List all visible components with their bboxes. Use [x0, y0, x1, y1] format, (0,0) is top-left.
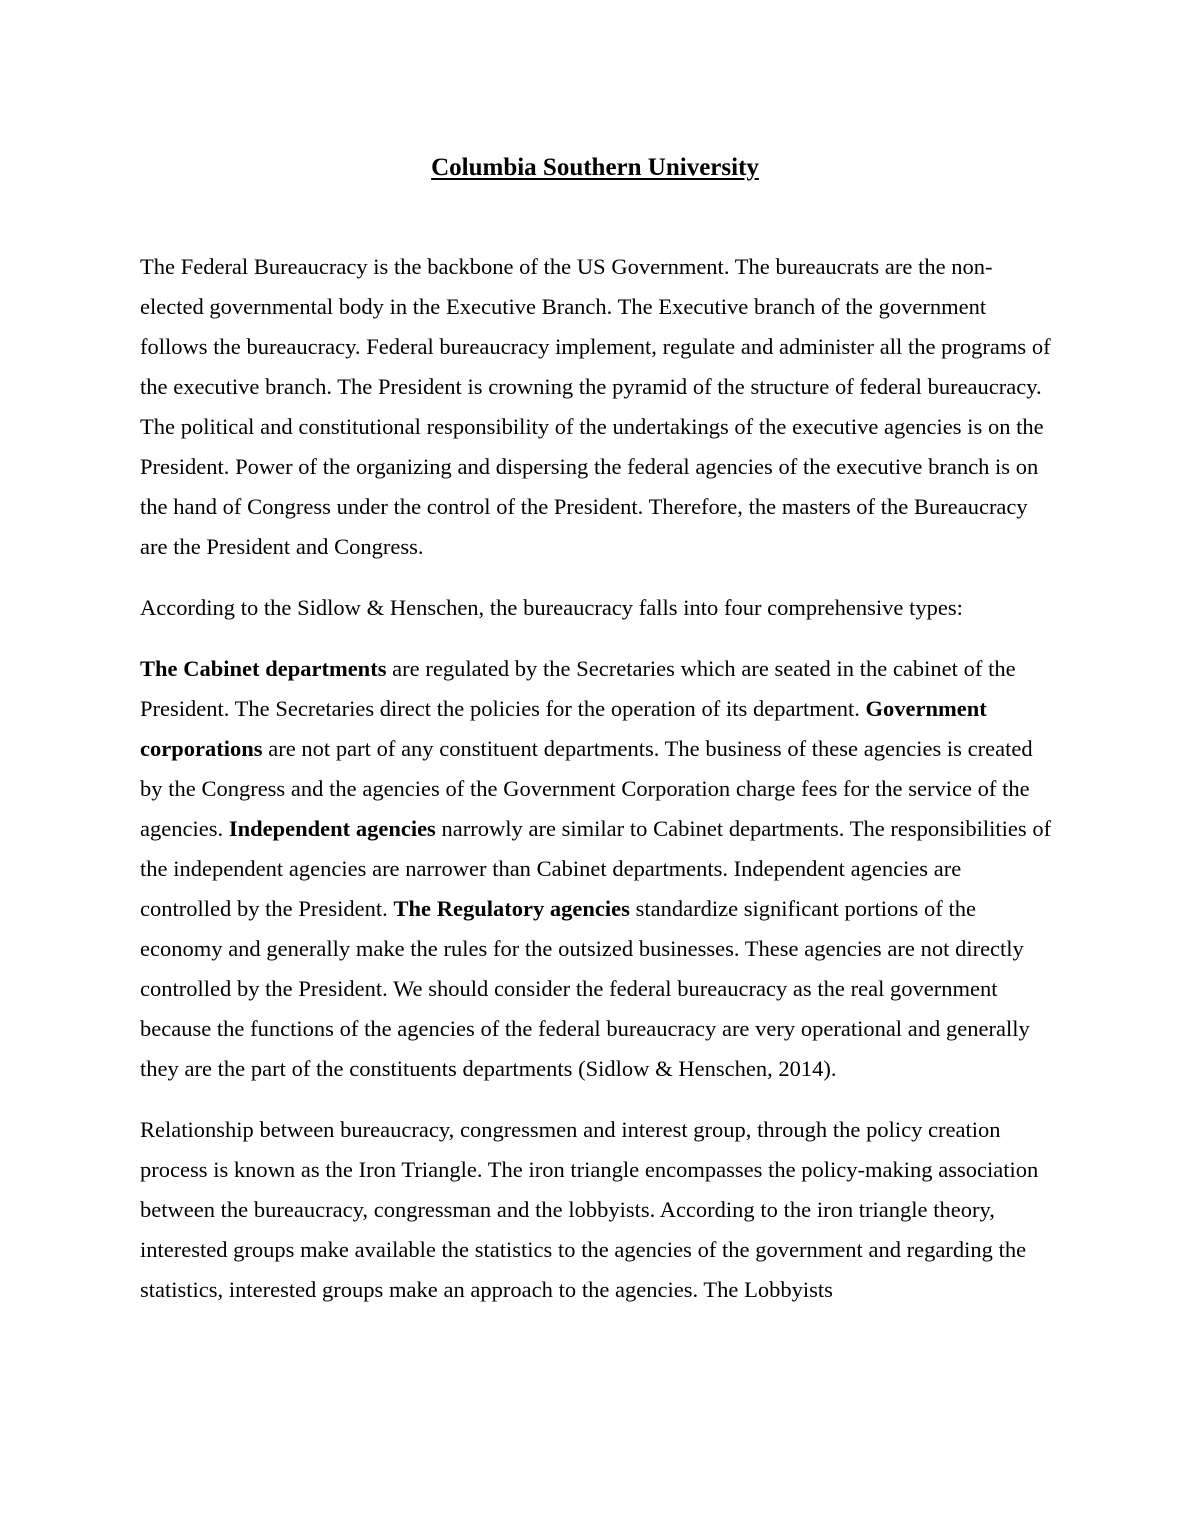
body-text-run: According to the Sidlow & Henschen, the bureaucracy falls into four comprehensive types: — [140, 595, 963, 620]
page-title-text: Columbia Southern University — [431, 153, 759, 181]
emphasis-term: The Cabinet departments — [140, 656, 387, 681]
paragraph-types-lead-in — [140, 588, 1052, 628]
document-body — [140, 247, 1052, 1310]
paragraph-iron-triangle — [140, 1110, 1052, 1310]
body-text-run: standardize significant portions of the economy and generally make the rules for the outsized businesses. These agencies are not directly controlled by the President. We should consider the federal bureaucracy as the real government because the functions of the agencies of the federal bureaucracy are very operational and generally they are the part of the constituents departments (Sidlow & Henschen, 2014). — [140, 896, 1030, 1081]
emphasis-term: The Regulatory agencies — [393, 896, 630, 921]
emphasis-term: Independent agencies — [228, 816, 436, 841]
body-text-run: are regulated by the Secretaries which are seated in the cabinet of the President. The Secretaries direct the policies for the operation of its department. — [140, 656, 1016, 721]
body-text-run: Relationship between bureaucracy, congressmen and interest group, through the policy creation process is known as the Iron Triangle. The iron triangle encompasses the policy-making association between the bureaucracy, congressman and the lobbyists. According to the iron triangle theory, interested groups make available the statistics to the agencies of the government and regarding the statistics, interested groups make an approach to the agencies. The Lobbyists — [140, 1117, 1039, 1302]
emphasis-term: Government corporations — [140, 696, 987, 761]
body-text-run: are not part of any constituent departments. The business of these agencies is created by the Congress and the agencies of the Government Corporation charge fees for the service of the agencies. — [140, 736, 1033, 841]
page-title — [0, 153, 1190, 183]
body-text-run: The Federal Bureaucracy is the backbone of the US Government. The bureaucrats are the non-elected governmental body in the Executive Branch. The Executive branch of the government follows the bureaucracy. Federal bureaucracy implement, regulate and administer all the programs of the executive branch. The President is crowning the pyramid of the structure of federal bureaucracy. The political and constitutional responsibility of the undertakings of the executive agencies is on the President. Power of the organizing and dispersing the federal agencies of the executive branch is on the hand of Congress under the control of the President. Therefore, the masters of the Bureaucracy are the President and Congress. — [140, 254, 1051, 559]
paragraph-intro — [140, 247, 1052, 567]
body-text-run: narrowly are similar to Cabinet departments. The responsibilities of the independent agencies are narrower than Cabinet departments. Independent agencies are controlled by the President. — [140, 816, 1052, 921]
paragraph-bureaucracy-types — [140, 649, 1052, 1089]
